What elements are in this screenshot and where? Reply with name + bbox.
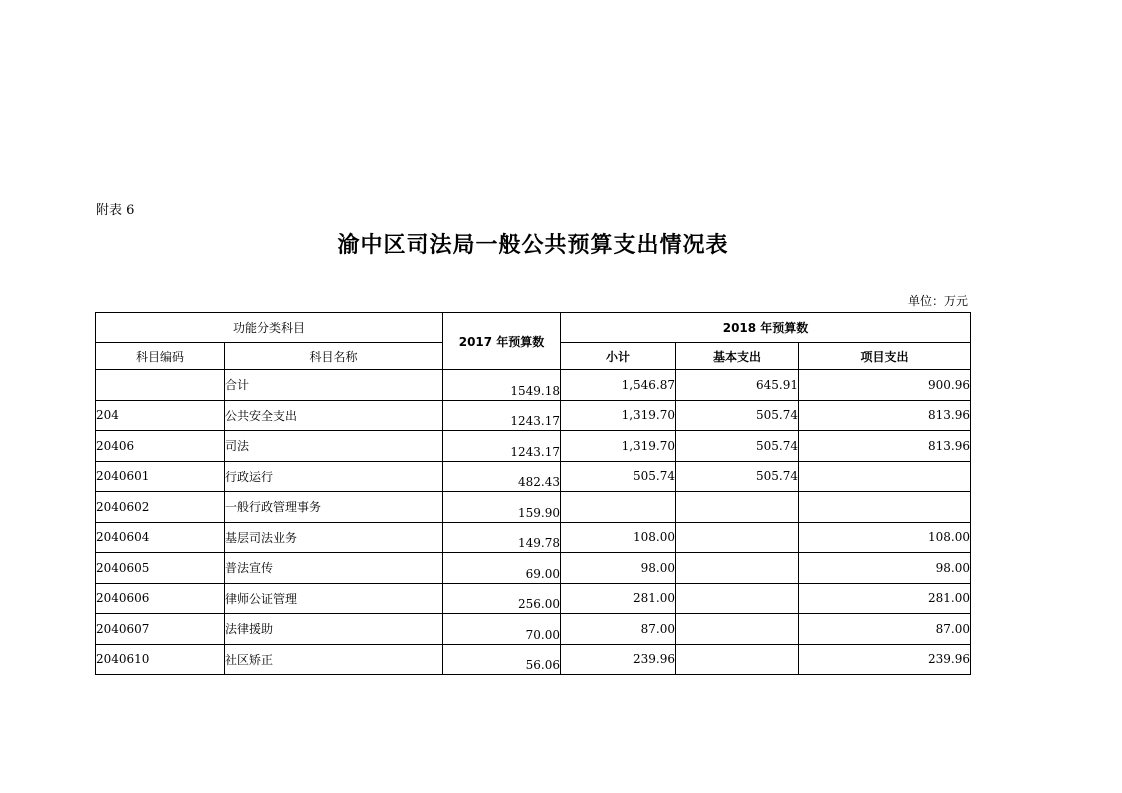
row-code: 20406: [96, 431, 225, 462]
row-code: 2040602: [96, 492, 225, 523]
budget-table: [95, 312, 971, 675]
table-row: [96, 553, 971, 584]
header-prev-budget: 2017 年预算数: [443, 313, 561, 370]
row-subtotal: 239.96: [561, 644, 676, 675]
row-basic: [676, 522, 799, 553]
row-project: 900.96: [799, 370, 971, 401]
row-subtotal: 1,319.70: [561, 431, 676, 462]
table-row: [96, 614, 971, 645]
row-prev-budget: 70.00: [443, 614, 561, 645]
row-code: 204: [96, 400, 225, 431]
header-category: 功能分类科目: [96, 313, 443, 343]
row-code: 2040606: [96, 583, 225, 614]
row-basic: [676, 492, 799, 523]
header-code: 科目编码: [96, 343, 225, 370]
row-code: 2040607: [96, 614, 225, 645]
row-prev-budget: 1243.17: [443, 400, 561, 431]
row-prev-budget: 149.78: [443, 522, 561, 553]
header-name: 科目名称: [225, 343, 443, 370]
row-project: 239.96: [799, 644, 971, 675]
row-code: [96, 370, 225, 401]
row-prev-budget: 159.90: [443, 492, 561, 523]
row-subtotal: 1,319.70: [561, 400, 676, 431]
row-name: 合计: [225, 370, 443, 401]
row-project: 281.00: [799, 583, 971, 614]
row-name: 社区矫正: [225, 644, 443, 675]
page-title: 渝中区司法局一般公共预算支出情况表: [337, 233, 729, 258]
table-row: [96, 461, 971, 492]
row-project: [799, 461, 971, 492]
row-subtotal: 98.00: [561, 553, 676, 584]
row-project: [799, 492, 971, 523]
row-code: 2040601: [96, 461, 225, 492]
row-name: 司法: [225, 431, 443, 462]
header-curr-budget: 2018 年预算数: [561, 313, 971, 343]
row-code: 2040605: [96, 553, 225, 584]
row-project: 108.00: [799, 522, 971, 553]
row-prev-budget: 69.00: [443, 553, 561, 584]
row-code: 2040610: [96, 644, 225, 675]
row-basic: 505.74: [676, 431, 799, 462]
row-prev-budget: 1243.17: [443, 431, 561, 462]
row-prev-budget: 1549.18: [443, 370, 561, 401]
row-subtotal: 108.00: [561, 522, 676, 553]
row-basic: [676, 553, 799, 584]
row-basic: 505.74: [676, 400, 799, 431]
row-subtotal: [561, 492, 676, 523]
header-project: 项目支出: [799, 343, 971, 370]
header-subtotal: 小计: [561, 343, 676, 370]
row-basic: 645.91: [676, 370, 799, 401]
row-project: 98.00: [799, 553, 971, 584]
row-subtotal: 1,546.87: [561, 370, 676, 401]
row-subtotal: 87.00: [561, 614, 676, 645]
table-row: [96, 400, 971, 431]
table-row: [96, 644, 971, 675]
row-name: 公共安全支出: [225, 400, 443, 431]
row-project: 87.00: [799, 614, 971, 645]
row-basic: [676, 583, 799, 614]
row-project: 813.96: [799, 400, 971, 431]
row-name: 行政运行: [225, 461, 443, 492]
table-row: [96, 431, 971, 462]
table-row: [96, 370, 971, 401]
row-basic: 505.74: [676, 461, 799, 492]
row-prev-budget: 256.00: [443, 583, 561, 614]
row-project: 813.96: [799, 431, 971, 462]
row-subtotal: 505.74: [561, 461, 676, 492]
row-name: 普法宣传: [225, 553, 443, 584]
row-name: 基层司法业务: [225, 522, 443, 553]
header-basic: 基本支出: [676, 343, 799, 370]
row-name: 律师公证管理: [225, 583, 443, 614]
row-prev-budget: 56.06: [443, 644, 561, 675]
table-row: [96, 583, 971, 614]
table-row: [96, 492, 971, 523]
row-basic: [676, 644, 799, 675]
row-name: 一般行政管理事务: [225, 492, 443, 523]
unit-label: 单位：万元: [907, 294, 968, 308]
attachment-label: 附表 6: [96, 203, 135, 218]
row-prev-budget: 482.43: [443, 461, 561, 492]
row-code: 2040604: [96, 522, 225, 553]
row-name: 法律援助: [225, 614, 443, 645]
row-basic: [676, 614, 799, 645]
table-row: [96, 522, 971, 553]
row-subtotal: 281.00: [561, 583, 676, 614]
